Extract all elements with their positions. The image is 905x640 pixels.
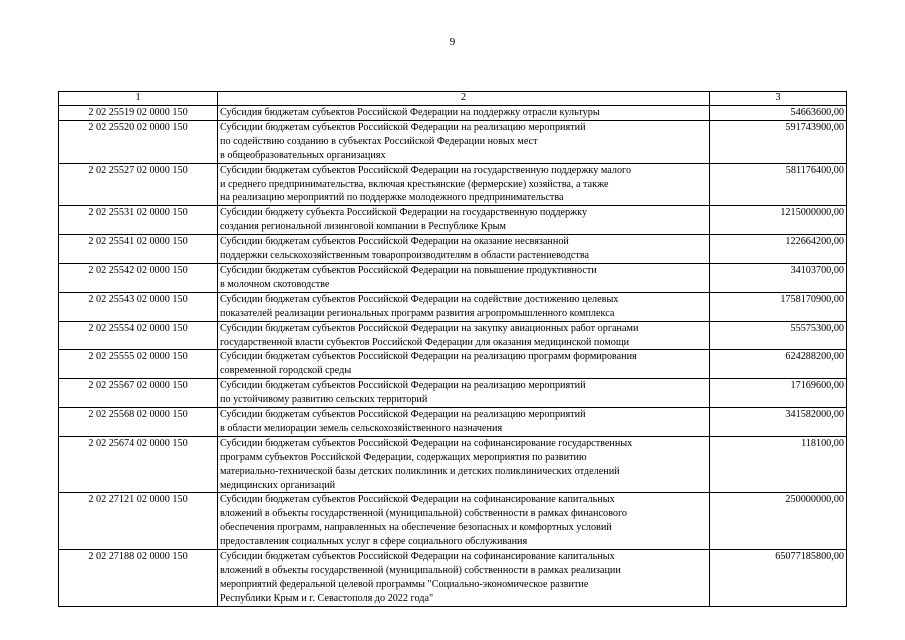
- budget-code-cell: 2 02 27121 02 0000 150: [59, 493, 218, 550]
- column-header-3: 3: [710, 92, 847, 106]
- amount-cell: 341582000,00: [710, 408, 847, 437]
- table-row: [59, 292, 847, 321]
- table-row: [59, 206, 847, 235]
- budget-code-cell: 2 02 25555 02 0000 150: [59, 350, 218, 379]
- budget-code-cell: 2 02 27188 02 0000 150: [59, 550, 218, 607]
- description-cell: Субсидия бюджетам субъектов Российской Федерации на поддержку отрасли культуры: [218, 106, 710, 121]
- table-row: [59, 120, 847, 163]
- budget-code-cell: 2 02 25531 02 0000 150: [59, 206, 218, 235]
- budget-code-cell: 2 02 25567 02 0000 150: [59, 379, 218, 408]
- description-cell: Субсидии бюджетам субъектов Российской Федерации на реализацию мероприятий в области мелиорации земель сельскохозяйственного назначения: [218, 408, 710, 437]
- table-row: [59, 350, 847, 379]
- amount-cell: 122664200,00: [710, 235, 847, 264]
- budget-code-cell: 2 02 25543 02 0000 150: [59, 292, 218, 321]
- description-cell: Субсидии бюджету субъекта Российской Федерации на государственную поддержку создания региональной лизинговой компании в Республике Крым: [218, 206, 710, 235]
- table-row: [59, 163, 847, 206]
- amount-cell: 118100,00: [710, 436, 847, 493]
- description-cell: Субсидии бюджетам субъектов Российской Федерации на реализацию программ формирования современной городской среды: [218, 350, 710, 379]
- table-header-row: [59, 92, 847, 106]
- description-cell: Субсидии бюджетам субъектов Российской Федерации на содействие достижению целевых показателей реализации региональных программ развития агропромышленного комплекса: [218, 292, 710, 321]
- amount-cell: 1215000000,00: [710, 206, 847, 235]
- table-row: [59, 321, 847, 350]
- page-number: 9: [449, 36, 456, 48]
- amount-cell: 250000000,00: [710, 493, 847, 550]
- budget-code-cell: 2 02 25520 02 0000 150: [59, 120, 218, 163]
- amount-cell: 624288200,00: [710, 350, 847, 379]
- description-cell: Субсидии бюджетам субъектов Российской Федерации на реализацию мероприятий по содействию созданию в субъектах Российской Федерации новых мест в общеобразовательных организациях: [218, 120, 710, 163]
- amount-cell: 54663600,00: [710, 106, 847, 121]
- description-cell: Субсидии бюджетам субъектов Российской Федерации на закупку авиационных работ органами государственной власти субъектов Российской Федерации для оказания медицинской помощи: [218, 321, 710, 350]
- description-cell: Субсидии бюджетам субъектов Российской Федерации на реализацию мероприятий по устойчивому развитию сельских территорий: [218, 379, 710, 408]
- description-cell: Субсидии бюджетам субъектов Российской Федерации на софинансирование капитальных вложений в объекты государственной (муниципальной) собственности в рамках реализации мероприятий федеральной целевой программы "Социально-экономическое развитие Республики Крым и г. Севастополя до 2022 года": [218, 550, 710, 607]
- amount-cell: 581176400,00: [710, 163, 847, 206]
- table-row: [59, 550, 847, 607]
- description-cell: Субсидии бюджетам субъектов Российской Федерации на софинансирование капитальных вложений в объекты государственной (муниципальной) собственности в рамках финансового обеспечения программ, направленных на обеспечение безопасных и комфортных условий предоставления социальных услуг в сфере социального обслуживания: [218, 493, 710, 550]
- table-row: [59, 408, 847, 437]
- table-row: [59, 235, 847, 264]
- budget-code-cell: 2 02 25554 02 0000 150: [59, 321, 218, 350]
- description-cell: Субсидии бюджетам субъектов Российской Федерации на оказание несвязанной поддержки сельскохозяйственным товаропроизводителям в области растениеводства: [218, 235, 710, 264]
- budget-code-cell: 2 02 25674 02 0000 150: [59, 436, 218, 493]
- amount-cell: 591743900,00: [710, 120, 847, 163]
- description-cell: Субсидии бюджетам субъектов Российской Федерации на повышение продуктивности в молочном скотоводстве: [218, 263, 710, 292]
- budget-code-cell: 2 02 25568 02 0000 150: [59, 408, 218, 437]
- table-row: [59, 379, 847, 408]
- amount-cell: 65077185800,00: [710, 550, 847, 607]
- column-header-1: 1: [59, 92, 218, 106]
- description-cell: Субсидии бюджетам субъектов Российской Федерации на государственную поддержку малого и среднего предпринимательства, включая крестьянские (фермерские) хозяйства, а также на реализацию мероприятий по поддержке молодежного предпринимательства: [218, 163, 710, 206]
- amount-cell: 1758170900,00: [710, 292, 847, 321]
- budget-code-cell: 2 02 25527 02 0000 150: [59, 163, 218, 206]
- amount-cell: 34103700,00: [710, 263, 847, 292]
- budget-revenue-table: [58, 91, 847, 607]
- budget-code-cell: 2 02 25541 02 0000 150: [59, 235, 218, 264]
- amount-cell: 17169600,00: [710, 379, 847, 408]
- table-row: [59, 263, 847, 292]
- column-header-2: 2: [218, 92, 710, 106]
- table-row: [59, 436, 847, 493]
- amount-cell: 55575300,00: [710, 321, 847, 350]
- budget-code-cell: 2 02 25542 02 0000 150: [59, 263, 218, 292]
- table-row: [59, 106, 847, 121]
- budget-code-cell: 2 02 25519 02 0000 150: [59, 106, 218, 121]
- table-row: [59, 493, 847, 550]
- description-cell: Субсидии бюджетам субъектов Российской Федерации на софинансирование государственных программ субъектов Российской Федерации, содержащих мероприятия по развитию материально-технической базы детских поликлиник и детских поликлинических отделений медицинских организаций: [218, 436, 710, 493]
